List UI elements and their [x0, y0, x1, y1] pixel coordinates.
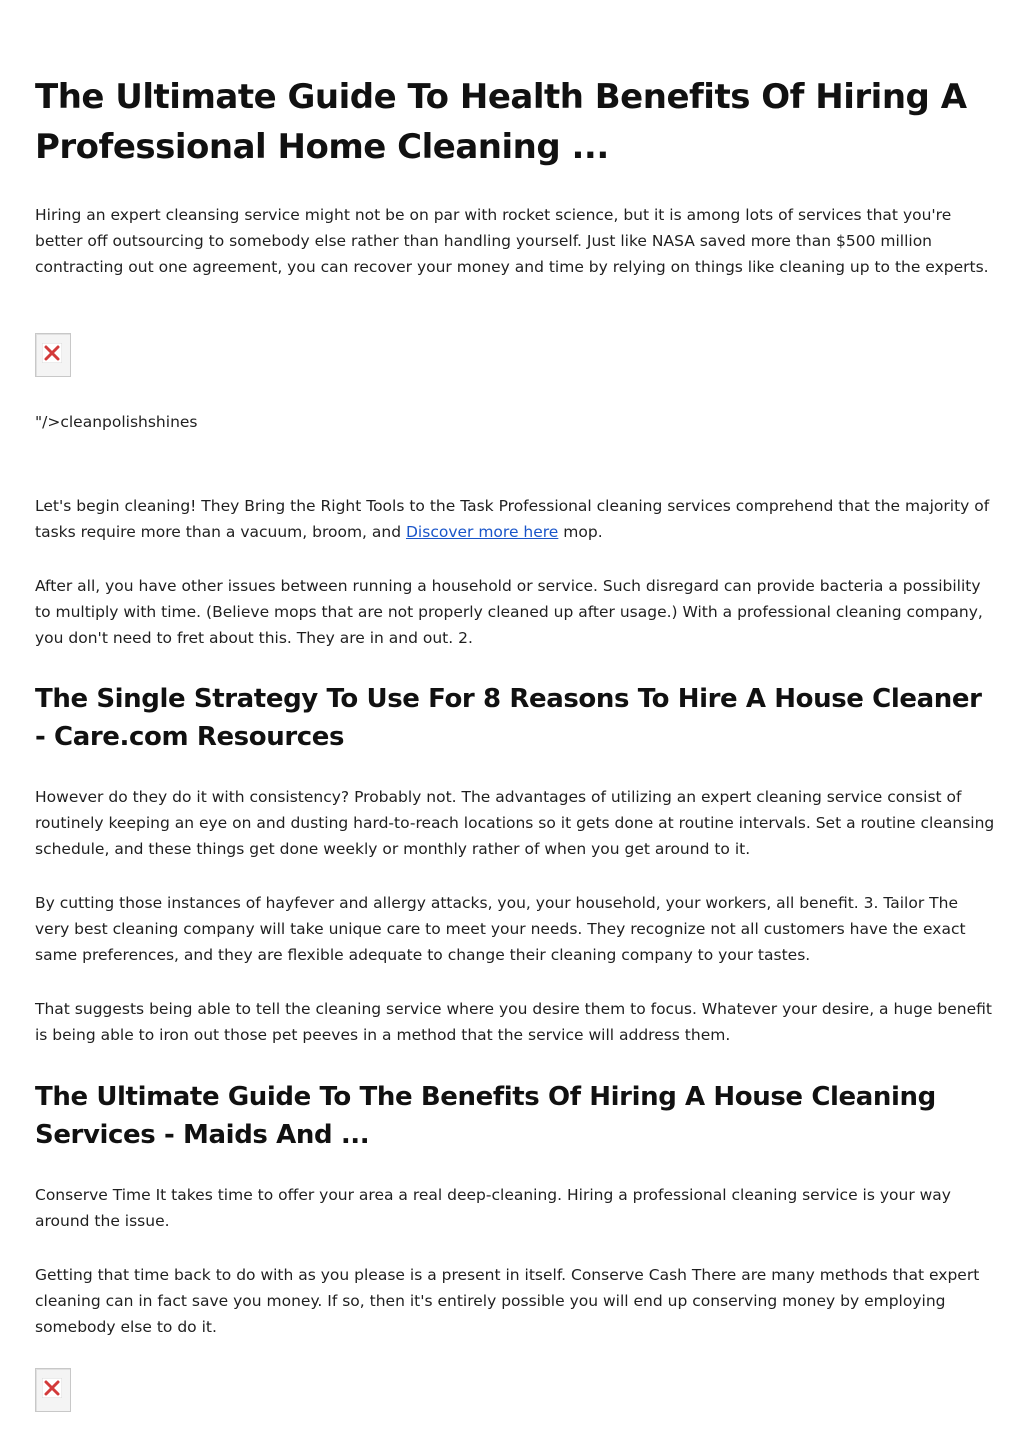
section-heading-single-strategy: The Single Strategy To Use For 8 Reasons To Hire A House Cleaner - Care.com Resources	[35, 684, 982, 752]
paragraph-after-all: After all, you have other issues between running a household or service. Such disregard can provide bacteria a possibility to multiply with time. (Believe mops that are not properly cleaned up after usage.) With a professional cleaning company, you don't need to fret about this. They are in and out. 2.	[35, 577, 983, 647]
discover-more-link[interactable]: Discover more here	[406, 523, 559, 541]
paragraph-conserve-cash: Getting that time back to do with as you please is a present in itself. Conserve Cash There are many methods that expert cleaning can in fact save you money. If so, then it's entirely possible you will end up conserving money by employing somebody else to do it.	[35, 1266, 980, 1336]
section-heading-benefits: The Ultimate Guide To The Benefits Of Hiring A House Cleaning Services - Maids And ...	[35, 1082, 936, 1150]
close-x-icon	[42, 343, 62, 363]
image-caption: "/>cleanpolishshines	[35, 413, 198, 431]
broken-image-icon[interactable]	[35, 333, 71, 377]
paragraph-begin-text: Let's begin cleaning! They Bring the Right Tools to the Task Professional cleaning services comprehend that the majority of tasks require more than a vacuum, broom, and	[35, 497, 990, 541]
page-title: The Ultimate Guide To Health Benefits Of Hiring A Professional Home Cleaning ...	[35, 77, 967, 167]
paragraph-begin-end: mop.	[558, 523, 603, 541]
intro-paragraph: Hiring an expert cleansing service might not be on par with rocket science, but it is among lots of services that you're better off outsourcing to somebody else rather than handling yourself. Just like NASA saved more than $500 million contracting out one agreement, you can recover your money and time by relying on things like cleaning up to the experts.	[35, 206, 989, 276]
close-x-icon	[42, 1378, 62, 1398]
paragraph-conserve-time: Conserve Time It takes time to offer your area a real deep-cleaning. Hiring a professional cleaning service is your way around the issue.	[35, 1186, 951, 1230]
paragraph-consistency: However do they do it with consistency? Probably not. The advantages of utilizing an expert cleaning service consist of routinely keeping an eye on and dusting hard-to-reach locations so it gets done at routine intervals. Set a routine cleansing schedule, and these things get done weekly or monthly rather of when you get around to it.	[35, 788, 995, 858]
paragraph-focus: That suggests being able to tell the cleaning service where you desire them to focus. Whatever your desire, a huge benefit is being able to iron out those pet peeves in a method that the service will address them.	[35, 1000, 993, 1044]
broken-image-icon-2[interactable]	[35, 1368, 71, 1412]
paragraph-begin-cleaning	[35, 493, 995, 545]
paragraph-hayfever: By cutting those instances of hayfever and allergy attacks, you, your household, your workers, all benefit. 3. Tailor The very best cleaning company will take unique care to meet your needs. They recognize not all customers have the exact same preferences, and they are flexible adequate to change their cleaning company to your tastes.	[35, 894, 966, 964]
